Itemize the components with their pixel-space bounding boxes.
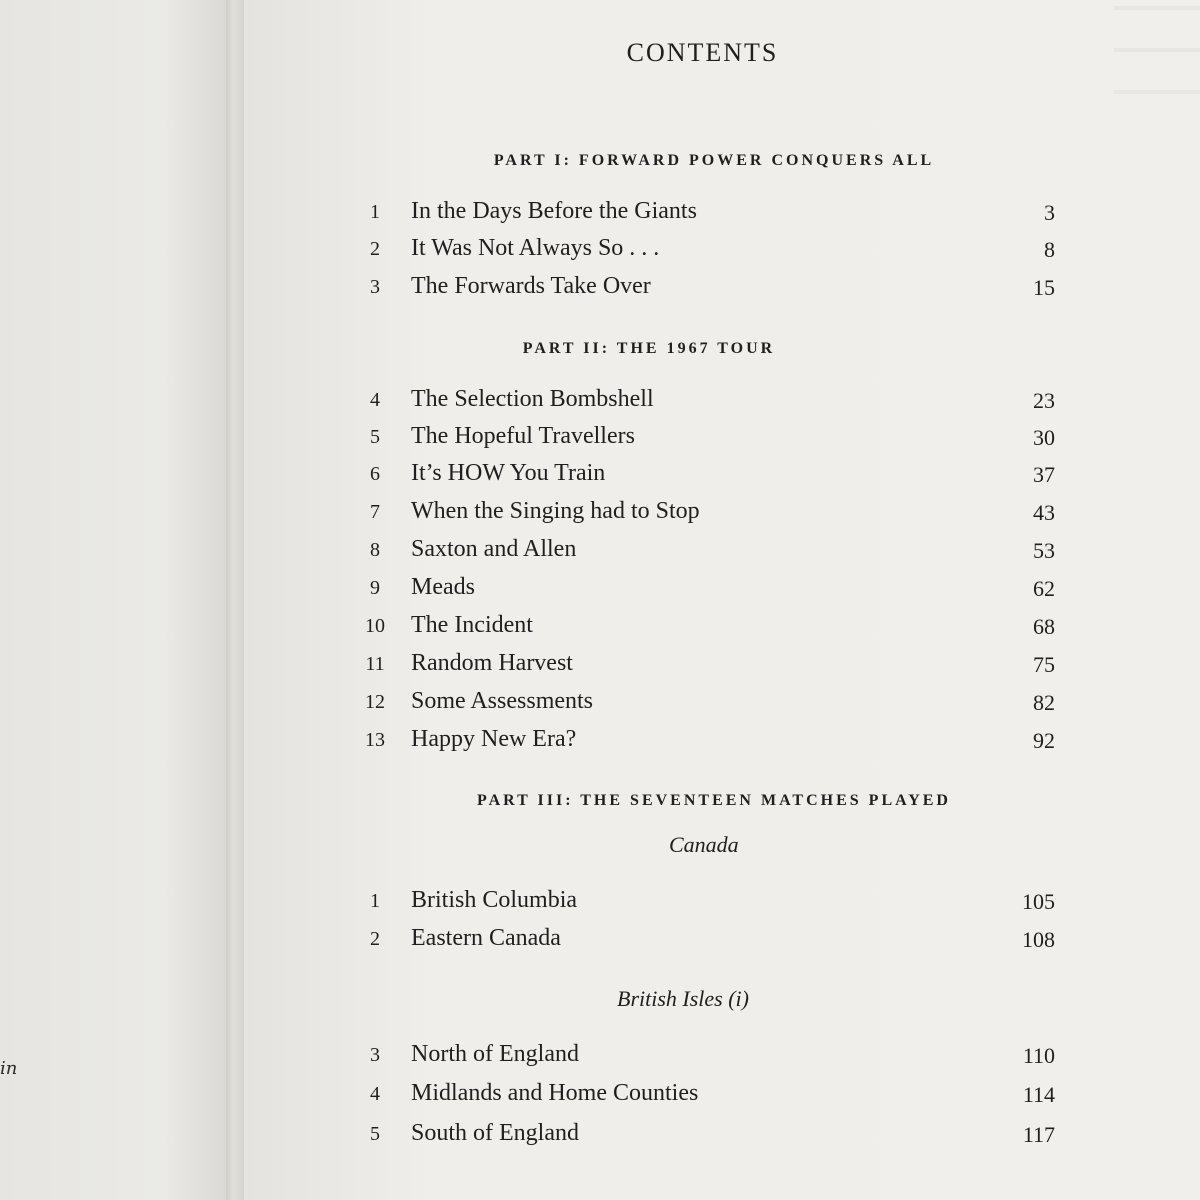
match-title: Eastern Canada [411, 925, 561, 951]
chapter-number: 6 [370, 463, 380, 485]
toc-entry [355, 612, 1055, 642]
chapter-title: Some Assessments [411, 688, 594, 714]
page-number: 114 [1022, 1082, 1055, 1107]
chapter-title: In the Days Before the Giants [411, 198, 697, 224]
chapter-title: The Hopeful Travellers [411, 423, 635, 449]
part-heading: PART I: FORWARD POWER CONQUERS ALL [493, 152, 935, 169]
chapter-number: 7 [370, 501, 380, 523]
match-title: South of England [411, 1120, 579, 1146]
chapter-title: The Forwards Take Over [411, 273, 651, 299]
match-number: 5 [370, 1123, 380, 1145]
toc-entry [355, 887, 1055, 917]
toc-entry [355, 235, 1055, 265]
page-number: 37 [1033, 462, 1055, 487]
left-page-text-fragment: in [0, 1058, 18, 1079]
page-number: 43 [1033, 500, 1055, 525]
match-number: 2 [370, 928, 380, 950]
chapter-number: 5 [370, 426, 380, 448]
toc-entry [355, 273, 1055, 303]
match-title: Midlands and Home Counties [411, 1080, 699, 1106]
chapter-title: It Was Not Always So . . . [411, 235, 660, 261]
toc-entry [355, 536, 1055, 566]
match-number: 4 [370, 1083, 380, 1105]
match-title: North of England [411, 1041, 579, 1067]
chapter-number: 10 [365, 615, 385, 637]
page-number: 92 [1033, 728, 1055, 753]
chapter-title: The Incident [411, 612, 533, 638]
chapter-title: Random Harvest [411, 650, 573, 676]
chapter-title: Meads [411, 574, 475, 600]
page-number: 53 [1033, 538, 1055, 563]
section-heading: Canada [669, 832, 739, 857]
toc-entry [355, 198, 1055, 228]
page-number: 68 [1033, 614, 1055, 639]
part-heading: PART II: THE 1967 TOUR [522, 340, 776, 357]
toc-entry [355, 1120, 1055, 1150]
chapter-number: 8 [370, 539, 380, 561]
page-title: CONTENTS [626, 38, 779, 67]
part-heading: PART III: THE SEVENTEEN MATCHES PLAYED [477, 792, 951, 809]
toc-entry [355, 650, 1055, 680]
show-through-text [1114, 6, 1200, 10]
chapter-number: 9 [370, 577, 380, 599]
toc-entry [355, 688, 1055, 718]
chapter-number: 3 [370, 276, 380, 298]
page-number: 8 [1044, 237, 1055, 262]
match-title: British Columbia [411, 887, 578, 913]
chapter-number: 4 [370, 389, 380, 411]
chapter-title: Saxton and Allen [411, 536, 577, 562]
chapter-number: 2 [370, 238, 380, 260]
toc-entry [355, 925, 1055, 955]
page-number: 110 [1022, 1043, 1055, 1068]
page-number: 108 [1022, 927, 1055, 952]
toc-entry [355, 1080, 1055, 1110]
toc-entry [355, 460, 1055, 490]
page-number: 82 [1033, 690, 1055, 715]
page-number: 105 [1022, 889, 1055, 914]
chapter-number: 13 [365, 729, 385, 751]
toc-entry [355, 726, 1055, 756]
section-heading: British Isles (i) [617, 986, 749, 1011]
page-number: 117 [1022, 1122, 1055, 1147]
page-number: 23 [1033, 388, 1055, 413]
chapter-number: 11 [365, 653, 385, 675]
chapter-title: The Selection Bombshell [411, 386, 654, 412]
chapter-title: Happy New Era? [411, 726, 577, 752]
match-number: 1 [370, 890, 380, 912]
chapter-number: 1 [370, 201, 380, 223]
toc-entry [355, 498, 1055, 528]
page-number: 3 [1044, 200, 1055, 225]
toc-entry [355, 574, 1055, 604]
book-gutter [226, 0, 244, 1200]
chapter-title: It’s HOW You Train [411, 460, 606, 486]
match-number: 3 [370, 1044, 380, 1066]
page-number: 75 [1033, 652, 1055, 677]
page-number: 30 [1033, 425, 1055, 450]
left-page [0, 0, 232, 1200]
chapter-title: When the Singing had to Stop [411, 498, 700, 524]
page-number: 62 [1033, 576, 1055, 601]
chapter-number: 12 [365, 691, 385, 713]
toc-entry [355, 423, 1055, 453]
toc-entry [355, 1041, 1055, 1071]
toc-entry [355, 386, 1055, 416]
page-number: 15 [1033, 275, 1055, 300]
